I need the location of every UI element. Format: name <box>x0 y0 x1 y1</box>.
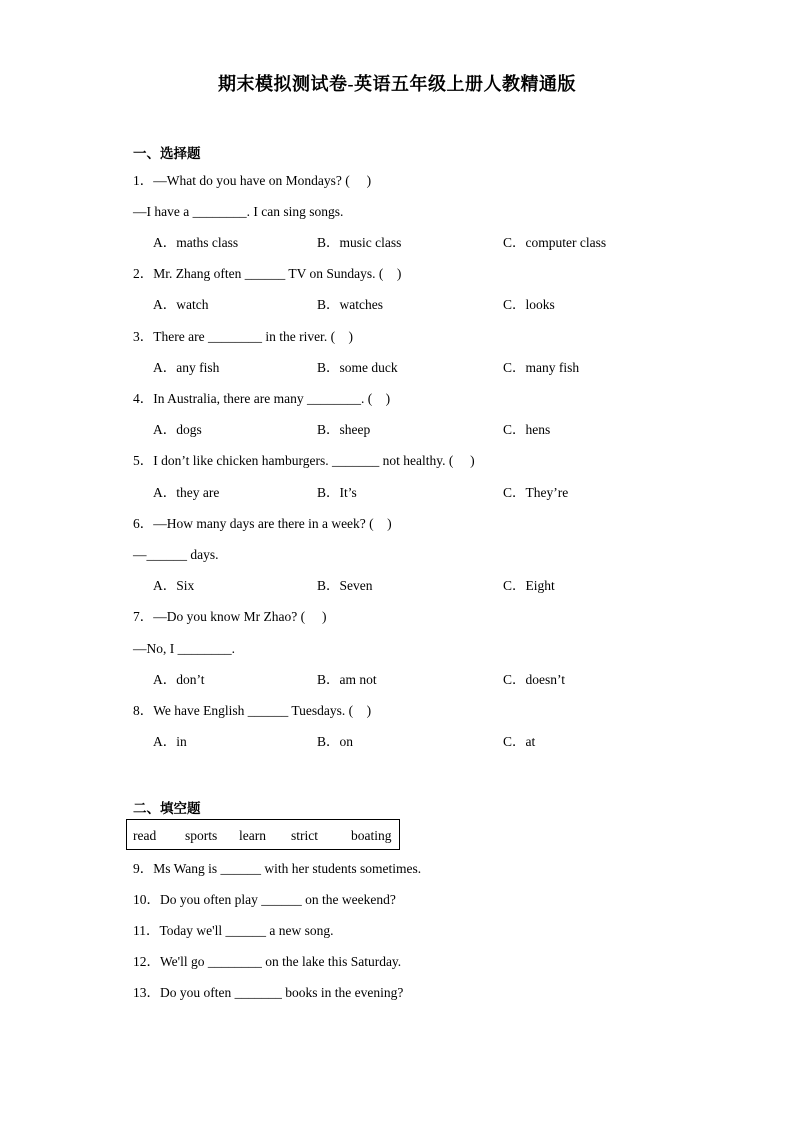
word-bank-item: learn <box>239 828 266 843</box>
option-a: A．they are <box>153 485 220 500</box>
fill-question: 12．We'll go ________ on the lake this Saturday. <box>133 954 402 969</box>
question-stem: 2．Mr. Zhang often ______ TV on Sundays. ( ) <box>133 266 402 281</box>
option-a: A．watch <box>153 297 209 312</box>
question-stem: 3．There are ________ in the river. ( ) <box>133 329 354 344</box>
word-bank-item: sports <box>185 828 218 843</box>
option-c: C．Eight <box>503 578 555 593</box>
option-b: B．It’s <box>317 485 357 500</box>
word-bank-box <box>126 819 400 850</box>
option-a: A．any fish <box>153 360 220 375</box>
question-stem-line2: —No, I ________. <box>133 641 235 656</box>
fill-question: 10．Do you often play ______ on the weekend? <box>133 892 396 907</box>
question-stem: 7．—Do you know Mr Zhao? ( ) <box>133 609 327 624</box>
option-b: B．some duck <box>317 360 398 375</box>
fill-question: 11．Today we'll ______ a new song. <box>133 923 334 938</box>
question-stem: 4．In Australia, there are many ________. ( ) <box>133 391 391 406</box>
question-stem-line2: —______ days. <box>133 547 219 562</box>
option-c: C．many fish <box>503 360 580 375</box>
option-a: A．Six <box>153 578 195 593</box>
option-c: C．hens <box>503 422 551 437</box>
word-bank-item: strict <box>291 828 318 843</box>
question-stem: 8．We have English ______ Tuesdays. ( ) <box>133 703 372 718</box>
question-stem: 6．—How many days are there in a week? ( ) <box>133 516 392 531</box>
word-bank-item: read <box>133 828 157 843</box>
option-b: B．Seven <box>317 578 373 593</box>
option-c: C．They’re <box>503 485 569 500</box>
option-a: A．don’t <box>153 672 205 687</box>
option-a: A．dogs <box>153 422 202 437</box>
question-stem: 5．I don’t like chicken hamburgers. _______ not healthy. ( ) <box>133 453 475 468</box>
option-b: B．on <box>317 734 354 749</box>
option-c: C．computer class <box>503 235 607 250</box>
fill-question: 9．Ms Wang is ______ with her students sometimes. <box>133 861 422 876</box>
option-b: B．watches <box>317 297 383 312</box>
option-b: B．music class <box>317 235 402 250</box>
option-c: C．at <box>503 734 536 749</box>
page-title: 期末模拟测试卷-英语五年级上册人教精通版 <box>218 74 576 94</box>
option-a: A．maths class <box>153 235 239 250</box>
option-c: C．doesn’t <box>503 672 566 687</box>
option-c: C．looks <box>503 297 555 312</box>
question-stem-line2: —I have a ________. I can sing songs. <box>133 204 344 219</box>
section-heading-fill-blank: 二、填空题 <box>133 801 201 816</box>
option-b: B．am not <box>317 672 377 687</box>
section-heading-choice: 一、选择题 <box>133 146 201 161</box>
option-a: A．in <box>153 734 187 749</box>
word-bank-item: boating <box>351 828 392 843</box>
fill-question: 13．Do you often _______ books in the evening? <box>133 985 404 1000</box>
option-b: B．sheep <box>317 422 371 437</box>
question-stem: 1．—What do you have on Mondays? ( ) <box>133 173 372 188</box>
